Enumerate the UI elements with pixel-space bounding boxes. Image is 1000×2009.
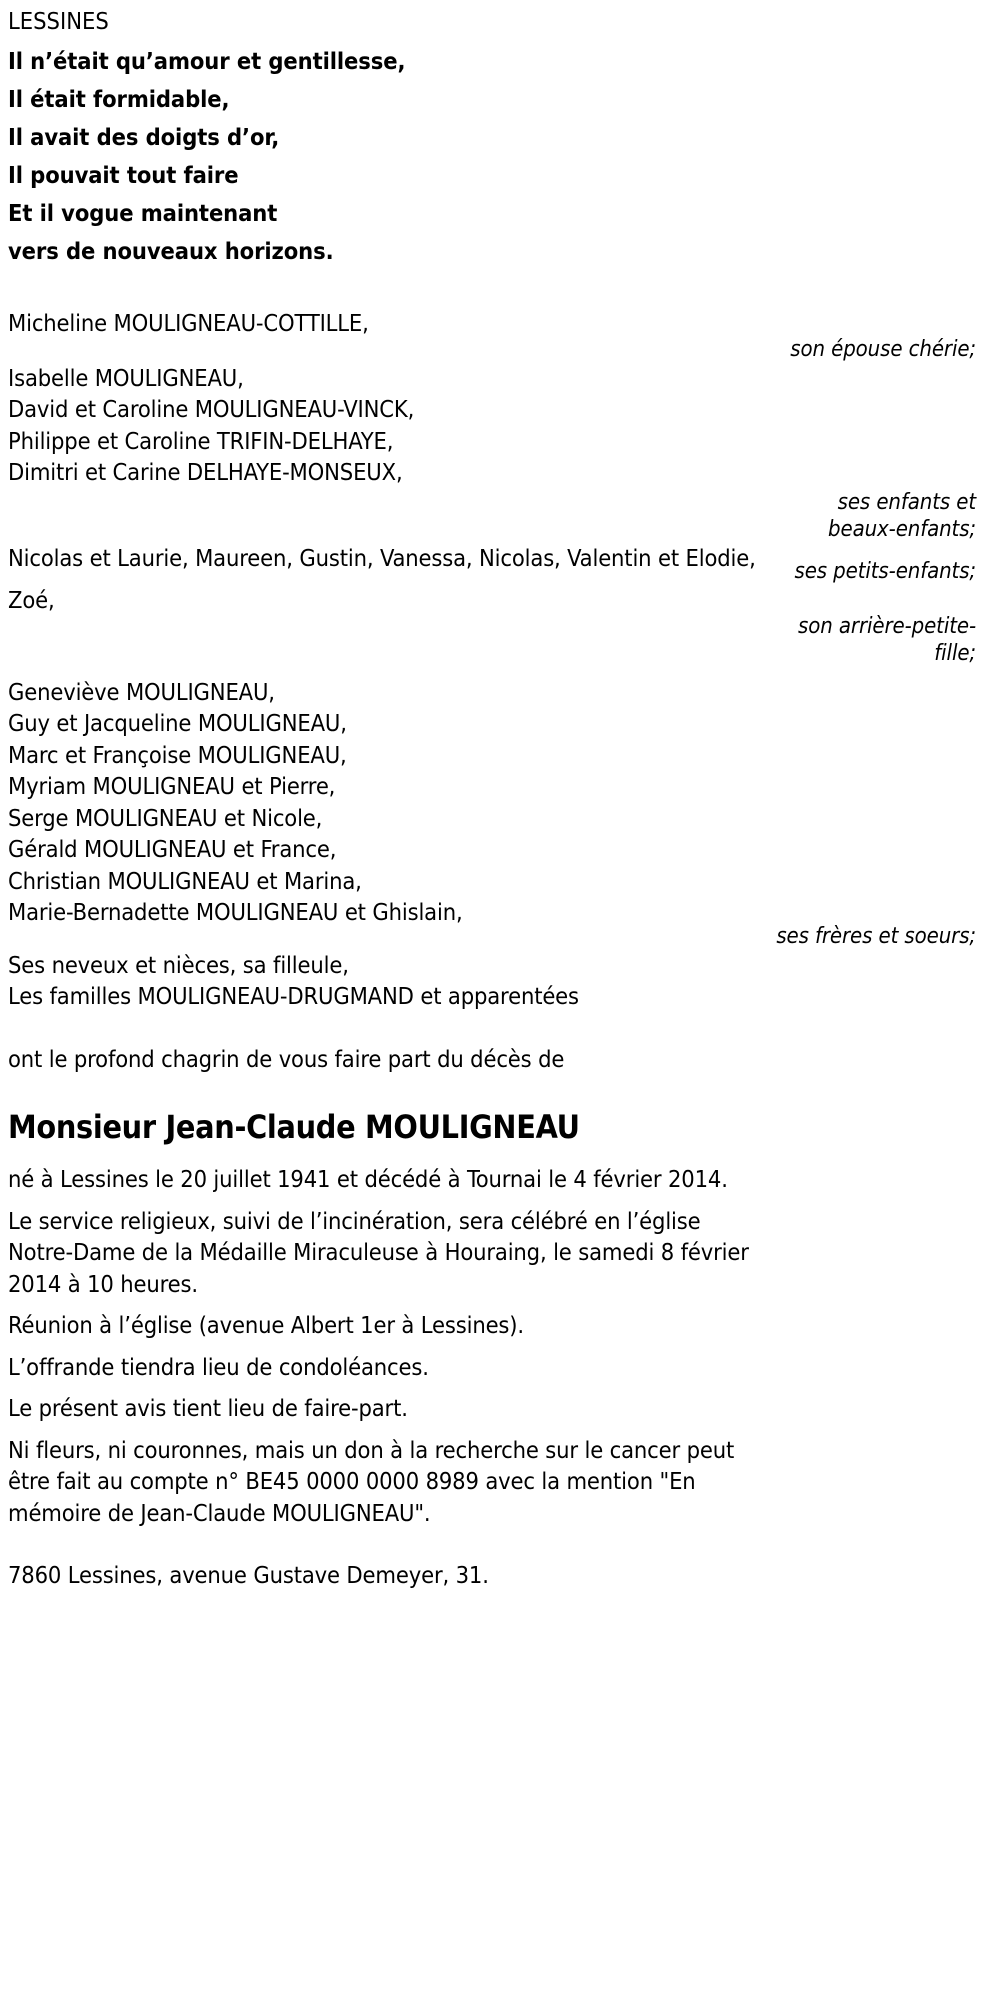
birth-death-details [8,1164,978,1196]
deceased-name-heading: Monsieur Jean-Claude MOULIGNEAU [8,1108,580,1146]
survivor-name: Geneviève MOULIGNEAU, [8,677,275,706]
relationship-label: son épouse chérie; [790,336,976,362]
survivor-name: Guy et Jacqueline MOULIGNEAU, [8,709,347,737]
gathering-info: Réunion à l’église (avenue Albert 1er à Lessines). [8,1311,524,1339]
relationship-label: beaux-enfants; [828,516,976,542]
donation-info [8,1435,978,1530]
announcement-text: ont le profond chagrin de vous faire part du décès de [8,1044,565,1073]
poem-line: Il pouvait tout faire [8,161,239,189]
spacer [8,1300,978,1310]
survivor-name: Zoé, [8,586,55,614]
poem-line: vers de nouveaux horizons. [8,237,334,265]
other-relatives-block [8,950,978,1013]
service-line: 2014 à 10 heures. [8,1269,198,1298]
survivor-name: Les familles MOULIGNEAU-DRUGMAND et apparentées [8,982,579,1010]
spacer [8,1075,978,1106]
locality-label: LESSINES [8,7,109,35]
spacer [8,1529,978,1560]
survivor-name: Micheline MOULIGNEAU-COTTILLE, [8,309,369,337]
offering-info: L’offrande tiendra lieu de condoléances. [8,1352,429,1381]
donation-line: mémoire de Jean-Claude MOULIGNEAU". [8,1498,431,1527]
survivor-name: Dimitri et Carine DELHAYE-MONSEUX, [8,458,403,486]
birth-death-line: né à Lessines le 20 juillet 1941 et décédé à Tournai le 4 février 2014. [8,1165,728,1193]
grandchildren-block [8,543,978,586]
poem-line: Il avait des doigts d’or, [8,123,280,151]
spacer [8,270,978,308]
spacer [8,1013,978,1044]
survivor-name: Marie-Bernadette MOULIGNEAU et Ghislain, [8,898,463,926]
relationship-label: ses frères et soeurs; [776,923,976,949]
survivor-name: Nicolas et Laurie, Maureen, Gustin, Vanessa, Nicolas, Valentin et Elodie, [8,543,756,572]
relationship-label: fille; [934,640,976,666]
service-line: Le service religieux, suivi de l’incinération, sera célébré en l’église [8,1206,701,1235]
children-block [8,363,978,543]
poem-block [8,42,978,270]
donation-line: Ni fleurs, ni couronnes, mais un don à la recherche sur le cancer peut [8,1435,735,1464]
spacer [8,1342,978,1352]
service-line: Notre-Dame de la Médaille Miraculeuse à Houraing, le samedi 8 février [8,1238,749,1266]
notice-note: Le présent avis tient lieu de faire-part. [8,1394,408,1422]
survivor-name: Marc et Françoise MOULIGNEAU, [8,740,347,769]
survivor-name: Serge MOULIGNEAU et Nicole, [8,803,323,832]
spacer [8,1196,978,1206]
spouse-block [8,308,978,363]
family-address: 7860 Lessines, avenue Gustave Demeyer, 31. [8,1561,489,1589]
survivor-name: Christian MOULIGNEAU et Marina, [8,866,362,895]
survivor-name: Ses neveux et nièces, sa filleule, [8,950,349,979]
survivor-name: Myriam MOULIGNEAU et Pierre, [8,772,336,800]
survivor-name: David et Caroline MOULIGNEAU-VINCK, [8,395,415,423]
survivor-name: Gérald MOULIGNEAU et France, [8,835,337,863]
great-grandchild-block [8,585,978,667]
service-details [8,1206,978,1301]
spacer [8,1425,978,1435]
relationship-label: ses enfants et [837,489,976,515]
survivor-name: Philippe et Caroline TRIFIN-DELHAYE, [8,426,394,455]
relationship-label: ses petits-enfants; [794,559,976,584]
survivor-name: Isabelle MOULIGNEAU, [8,363,244,392]
spacer [8,1383,978,1393]
siblings-block [8,677,978,950]
poem-line: Il était formidable, [8,85,230,113]
spacer [8,1148,978,1164]
donation-line: être fait au compte n° BE45 0000 0000 8989 avec la mention "En [8,1467,696,1495]
poem-line: Il n’était qu’amour et gentillesse, [8,47,406,75]
poem-line: Et il vogue maintenant [8,199,278,227]
relationship-label: son arrière-petite- [798,613,976,639]
spacer [8,667,978,677]
